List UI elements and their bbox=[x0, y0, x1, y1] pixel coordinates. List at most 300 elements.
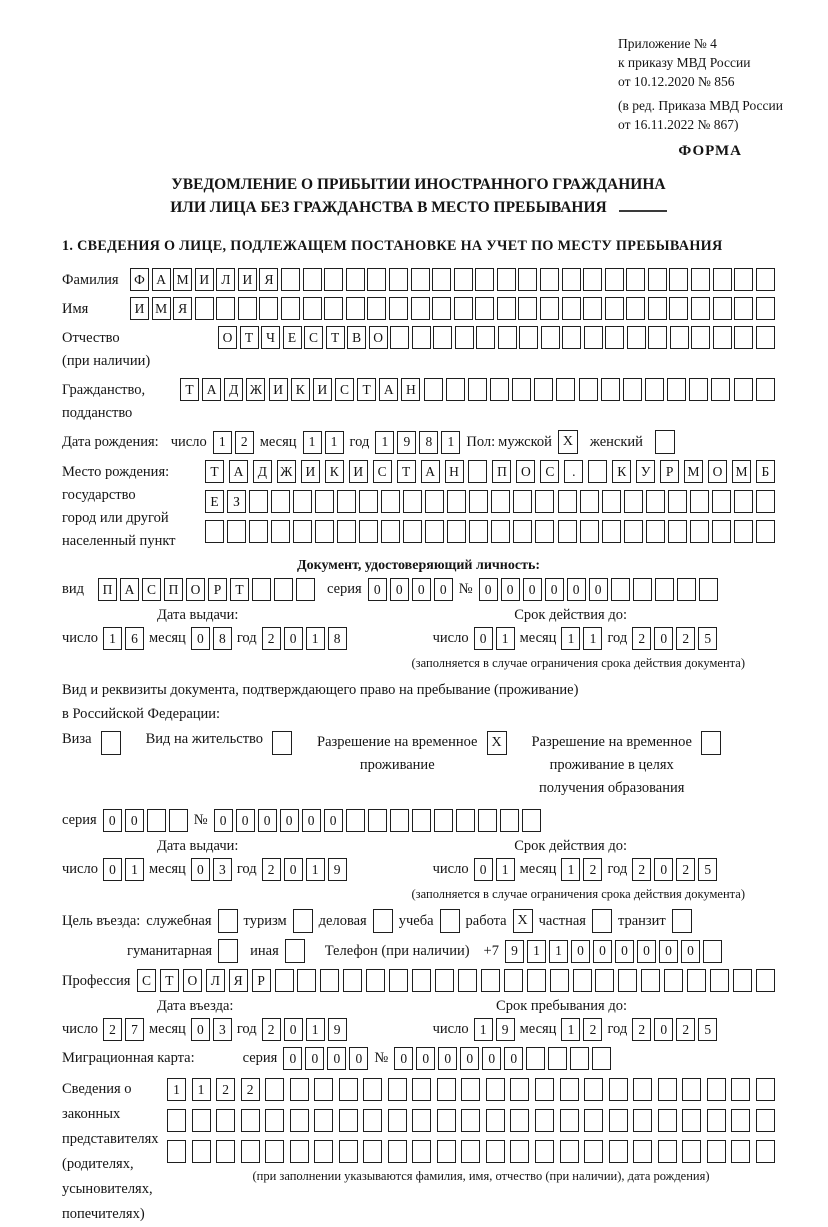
char-box[interactable]: 0 bbox=[368, 578, 387, 601]
char-box[interactable]: Т bbox=[180, 378, 199, 401]
char-box[interactable]: 0 bbox=[654, 858, 673, 881]
char-box[interactable] bbox=[611, 578, 630, 601]
char-box[interactable]: Н bbox=[445, 460, 464, 483]
char-box[interactable]: 0 bbox=[236, 809, 255, 832]
id-doc-valid-month-boxes[interactable] bbox=[561, 627, 602, 650]
char-box[interactable]: 1 bbox=[561, 1018, 580, 1041]
char-box[interactable] bbox=[655, 578, 674, 601]
birthplace-boxes-row2[interactable] bbox=[205, 490, 775, 513]
char-box[interactable] bbox=[682, 1140, 701, 1163]
char-box[interactable] bbox=[432, 268, 451, 291]
char-box[interactable] bbox=[668, 490, 687, 513]
char-box[interactable]: М bbox=[152, 297, 171, 320]
char-box[interactable]: 8 bbox=[419, 431, 438, 454]
char-box[interactable] bbox=[550, 969, 569, 992]
char-box[interactable] bbox=[518, 268, 537, 291]
char-box[interactable] bbox=[437, 1109, 456, 1132]
char-box[interactable] bbox=[601, 378, 620, 401]
char-box[interactable] bbox=[167, 1109, 186, 1132]
id-doc-issue-month-boxes[interactable] bbox=[191, 627, 232, 650]
char-box[interactable]: С bbox=[304, 326, 323, 349]
char-box[interactable] bbox=[437, 1078, 456, 1101]
char-box[interactable] bbox=[433, 326, 452, 349]
birthplace-boxes-row3[interactable] bbox=[205, 520, 775, 543]
purpose-other-checkbox[interactable] bbox=[285, 939, 305, 963]
char-box[interactable] bbox=[534, 378, 553, 401]
char-box[interactable]: П bbox=[492, 460, 511, 483]
char-box[interactable]: 1 bbox=[192, 1078, 211, 1101]
char-box[interactable]: О bbox=[708, 460, 727, 483]
char-box[interactable] bbox=[315, 490, 334, 513]
purpose-official-checkbox[interactable] bbox=[218, 909, 238, 933]
char-box[interactable]: 1 bbox=[213, 431, 232, 454]
char-box[interactable] bbox=[314, 1078, 333, 1101]
char-box[interactable]: 9 bbox=[328, 1018, 347, 1041]
char-box[interactable] bbox=[424, 378, 443, 401]
char-box[interactable] bbox=[540, 297, 559, 320]
char-box[interactable] bbox=[669, 297, 688, 320]
char-box[interactable]: 0 bbox=[284, 627, 303, 650]
char-box[interactable]: Р bbox=[252, 969, 271, 992]
char-box[interactable]: Д bbox=[224, 378, 243, 401]
char-box[interactable] bbox=[475, 297, 494, 320]
char-box[interactable]: 9 bbox=[505, 940, 524, 963]
char-box[interactable]: 1 bbox=[306, 858, 325, 881]
residence-permit-checkbox[interactable] bbox=[272, 731, 292, 755]
char-box[interactable] bbox=[435, 969, 454, 992]
char-box[interactable] bbox=[346, 297, 365, 320]
visa-checkbox[interactable] bbox=[101, 731, 121, 755]
char-box[interactable] bbox=[519, 326, 538, 349]
char-box[interactable]: 9 bbox=[496, 1018, 515, 1041]
citizenship-boxes[interactable] bbox=[180, 378, 775, 401]
char-box[interactable]: Л bbox=[206, 969, 225, 992]
char-box[interactable] bbox=[469, 520, 488, 543]
char-box[interactable] bbox=[734, 326, 753, 349]
char-box[interactable] bbox=[522, 809, 541, 832]
char-box[interactable]: 0 bbox=[416, 1047, 435, 1070]
char-box[interactable] bbox=[367, 268, 386, 291]
char-box[interactable]: 1 bbox=[167, 1078, 186, 1101]
char-box[interactable]: Ч bbox=[261, 326, 280, 349]
char-box[interactable] bbox=[434, 809, 453, 832]
char-box[interactable] bbox=[337, 490, 356, 513]
char-box[interactable]: 1 bbox=[496, 627, 515, 650]
char-box[interactable]: 0 bbox=[103, 858, 122, 881]
char-box[interactable] bbox=[513, 520, 532, 543]
char-box[interactable]: 0 bbox=[501, 578, 520, 601]
char-box[interactable]: 0 bbox=[659, 940, 678, 963]
char-box[interactable]: О bbox=[516, 460, 535, 483]
char-box[interactable] bbox=[324, 268, 343, 291]
char-box[interactable]: 2 bbox=[216, 1078, 235, 1101]
char-box[interactable]: 0 bbox=[191, 858, 210, 881]
char-box[interactable]: К bbox=[325, 460, 344, 483]
char-box[interactable] bbox=[633, 1078, 652, 1101]
education-residence-checkbox[interactable] bbox=[701, 731, 721, 755]
surname-boxes[interactable] bbox=[130, 268, 775, 291]
char-box[interactable] bbox=[343, 969, 362, 992]
char-box[interactable] bbox=[458, 969, 477, 992]
char-box[interactable]: И bbox=[130, 297, 149, 320]
char-box[interactable] bbox=[518, 297, 537, 320]
char-box[interactable] bbox=[412, 1109, 431, 1132]
char-box[interactable] bbox=[388, 1109, 407, 1132]
char-box[interactable] bbox=[756, 1140, 775, 1163]
char-box[interactable] bbox=[734, 490, 753, 513]
char-box[interactable]: 0 bbox=[474, 858, 493, 881]
char-box[interactable]: 0 bbox=[191, 1018, 210, 1041]
char-box[interactable]: 0 bbox=[567, 578, 586, 601]
char-box[interactable] bbox=[403, 520, 422, 543]
migration-card-number-boxes[interactable] bbox=[394, 1047, 611, 1070]
char-box[interactable] bbox=[241, 1140, 260, 1163]
char-box[interactable]: 9 bbox=[397, 431, 416, 454]
birthdate-day-boxes[interactable] bbox=[213, 431, 254, 454]
char-box[interactable] bbox=[381, 520, 400, 543]
char-box[interactable] bbox=[711, 378, 730, 401]
char-box[interactable] bbox=[605, 326, 624, 349]
char-box[interactable] bbox=[570, 1047, 589, 1070]
char-box[interactable]: С bbox=[373, 460, 392, 483]
char-box[interactable] bbox=[624, 490, 643, 513]
id-doc-valid-year-boxes[interactable] bbox=[632, 627, 717, 650]
char-box[interactable] bbox=[689, 378, 708, 401]
char-box[interactable]: 2 bbox=[676, 1018, 695, 1041]
char-box[interactable]: 5 bbox=[698, 1018, 717, 1041]
char-box[interactable] bbox=[658, 1140, 677, 1163]
char-box[interactable]: 0 bbox=[283, 1047, 302, 1070]
char-box[interactable] bbox=[677, 578, 696, 601]
char-box[interactable]: 0 bbox=[258, 809, 277, 832]
char-box[interactable] bbox=[646, 520, 665, 543]
char-box[interactable] bbox=[602, 490, 621, 513]
char-box[interactable]: 8 bbox=[328, 627, 347, 650]
char-box[interactable] bbox=[682, 1109, 701, 1132]
char-box[interactable] bbox=[734, 297, 753, 320]
char-box[interactable]: О bbox=[218, 326, 237, 349]
char-box[interactable]: 2 bbox=[103, 1018, 122, 1041]
char-box[interactable] bbox=[712, 490, 731, 513]
char-box[interactable]: И bbox=[195, 268, 214, 291]
char-box[interactable]: Р bbox=[660, 460, 679, 483]
char-box[interactable] bbox=[359, 490, 378, 513]
char-box[interactable]: Я bbox=[229, 969, 248, 992]
purpose-humanitarian-checkbox[interactable] bbox=[218, 939, 238, 963]
char-box[interactable]: 8 bbox=[213, 627, 232, 650]
char-box[interactable] bbox=[504, 969, 523, 992]
char-box[interactable] bbox=[626, 297, 645, 320]
char-box[interactable] bbox=[712, 520, 731, 543]
char-box[interactable] bbox=[437, 1140, 456, 1163]
representatives-boxes-row2[interactable] bbox=[167, 1109, 775, 1132]
char-box[interactable] bbox=[412, 969, 431, 992]
char-box[interactable] bbox=[389, 268, 408, 291]
char-box[interactable] bbox=[584, 1109, 603, 1132]
char-box[interactable] bbox=[558, 490, 577, 513]
char-box[interactable] bbox=[641, 969, 660, 992]
char-box[interactable] bbox=[481, 969, 500, 992]
char-box[interactable]: К bbox=[291, 378, 310, 401]
char-box[interactable] bbox=[252, 578, 271, 601]
char-box[interactable]: Т bbox=[230, 578, 249, 601]
char-box[interactable]: 0 bbox=[394, 1047, 413, 1070]
char-box[interactable] bbox=[192, 1109, 211, 1132]
char-box[interactable]: 0 bbox=[589, 578, 608, 601]
char-box[interactable]: 0 bbox=[681, 940, 700, 963]
char-box[interactable] bbox=[490, 378, 509, 401]
char-box[interactable] bbox=[249, 520, 268, 543]
char-box[interactable] bbox=[734, 378, 753, 401]
char-box[interactable] bbox=[513, 490, 532, 513]
char-box[interactable] bbox=[512, 378, 531, 401]
char-box[interactable]: 0 bbox=[504, 1047, 523, 1070]
char-box[interactable]: 1 bbox=[561, 858, 580, 881]
char-box[interactable] bbox=[584, 1140, 603, 1163]
id-doc-kind-boxes[interactable] bbox=[98, 578, 315, 601]
char-box[interactable]: Ж bbox=[277, 460, 296, 483]
char-box[interactable] bbox=[486, 1078, 505, 1101]
char-box[interactable]: 1 bbox=[527, 940, 546, 963]
char-box[interactable]: 0 bbox=[460, 1047, 479, 1070]
char-box[interactable]: А bbox=[229, 460, 248, 483]
char-box[interactable]: С bbox=[335, 378, 354, 401]
residence-doc-number-boxes[interactable] bbox=[214, 809, 541, 832]
char-box[interactable]: О bbox=[186, 578, 205, 601]
char-box[interactable] bbox=[363, 1078, 382, 1101]
char-box[interactable]: Д bbox=[253, 460, 272, 483]
char-box[interactable] bbox=[734, 520, 753, 543]
char-box[interactable] bbox=[707, 1109, 726, 1132]
char-box[interactable] bbox=[707, 1078, 726, 1101]
char-box[interactable] bbox=[670, 326, 689, 349]
char-box[interactable] bbox=[486, 1109, 505, 1132]
char-box[interactable] bbox=[296, 578, 315, 601]
char-box[interactable] bbox=[461, 1140, 480, 1163]
char-box[interactable] bbox=[605, 297, 624, 320]
char-box[interactable] bbox=[249, 490, 268, 513]
char-box[interactable] bbox=[562, 268, 581, 291]
char-box[interactable]: А bbox=[379, 378, 398, 401]
char-box[interactable] bbox=[699, 578, 718, 601]
char-box[interactable] bbox=[281, 268, 300, 291]
char-box[interactable] bbox=[535, 520, 554, 543]
char-box[interactable]: Н bbox=[401, 378, 420, 401]
char-box[interactable] bbox=[216, 297, 235, 320]
char-box[interactable] bbox=[633, 1140, 652, 1163]
char-box[interactable] bbox=[664, 969, 683, 992]
char-box[interactable] bbox=[339, 1078, 358, 1101]
char-box[interactable] bbox=[447, 490, 466, 513]
char-box[interactable] bbox=[756, 268, 775, 291]
char-box[interactable]: Т bbox=[326, 326, 345, 349]
char-box[interactable]: В bbox=[347, 326, 366, 349]
stay-until-year-boxes[interactable] bbox=[632, 1018, 717, 1041]
char-box[interactable]: 0 bbox=[438, 1047, 457, 1070]
char-box[interactable] bbox=[510, 1109, 529, 1132]
char-box[interactable]: . bbox=[564, 460, 583, 483]
char-box[interactable] bbox=[497, 297, 516, 320]
char-box[interactable] bbox=[241, 1109, 260, 1132]
char-box[interactable] bbox=[389, 297, 408, 320]
char-box[interactable]: 0 bbox=[103, 809, 122, 832]
purpose-study-checkbox[interactable] bbox=[440, 909, 460, 933]
representatives-boxes-row3[interactable] bbox=[167, 1140, 775, 1163]
char-box[interactable]: 0 bbox=[302, 809, 321, 832]
char-box[interactable] bbox=[535, 1140, 554, 1163]
char-box[interactable]: 1 bbox=[103, 627, 122, 650]
char-box[interactable]: 1 bbox=[441, 431, 460, 454]
char-box[interactable] bbox=[271, 490, 290, 513]
id-doc-valid-day-boxes[interactable] bbox=[474, 627, 515, 650]
char-box[interactable]: 0 bbox=[327, 1047, 346, 1070]
char-box[interactable] bbox=[756, 520, 775, 543]
residence-doc-valid-month-boxes[interactable] bbox=[561, 858, 602, 881]
char-box[interactable] bbox=[411, 297, 430, 320]
char-box[interactable] bbox=[454, 268, 473, 291]
char-box[interactable]: И bbox=[301, 460, 320, 483]
birthdate-month-boxes[interactable] bbox=[303, 431, 344, 454]
char-box[interactable] bbox=[216, 1140, 235, 1163]
char-box[interactable]: А bbox=[421, 460, 440, 483]
char-box[interactable] bbox=[238, 297, 257, 320]
char-box[interactable] bbox=[648, 268, 667, 291]
char-box[interactable]: 1 bbox=[125, 858, 144, 881]
char-box[interactable]: 0 bbox=[280, 809, 299, 832]
char-box[interactable]: 0 bbox=[349, 1047, 368, 1070]
char-box[interactable] bbox=[297, 969, 316, 992]
char-box[interactable] bbox=[609, 1078, 628, 1101]
char-box[interactable]: 1 bbox=[561, 627, 580, 650]
purpose-tourism-checkbox[interactable] bbox=[293, 909, 313, 933]
char-box[interactable] bbox=[346, 268, 365, 291]
char-box[interactable]: 0 bbox=[654, 1018, 673, 1041]
char-box[interactable]: 1 bbox=[306, 1018, 325, 1041]
char-box[interactable]: И bbox=[269, 378, 288, 401]
char-box[interactable] bbox=[447, 520, 466, 543]
char-box[interactable]: А bbox=[152, 268, 171, 291]
char-box[interactable]: 2 bbox=[632, 1018, 651, 1041]
char-box[interactable] bbox=[707, 1140, 726, 1163]
char-box[interactable] bbox=[580, 490, 599, 513]
char-box[interactable] bbox=[668, 520, 687, 543]
char-box[interactable] bbox=[469, 490, 488, 513]
char-box[interactable]: И bbox=[349, 460, 368, 483]
char-box[interactable] bbox=[192, 1140, 211, 1163]
char-box[interactable] bbox=[756, 490, 775, 513]
char-box[interactable]: Б bbox=[756, 460, 775, 483]
char-box[interactable] bbox=[271, 520, 290, 543]
char-box[interactable] bbox=[682, 1078, 701, 1101]
char-box[interactable] bbox=[558, 520, 577, 543]
residence-doc-series-boxes[interactable] bbox=[103, 809, 188, 832]
char-box[interactable] bbox=[475, 268, 494, 291]
char-box[interactable]: 1 bbox=[549, 940, 568, 963]
char-box[interactable]: 2 bbox=[262, 858, 281, 881]
char-box[interactable] bbox=[461, 1109, 480, 1132]
char-box[interactable]: 0 bbox=[523, 578, 542, 601]
char-box[interactable] bbox=[432, 297, 451, 320]
char-box[interactable]: Ф bbox=[130, 268, 149, 291]
char-box[interactable] bbox=[314, 1140, 333, 1163]
char-box[interactable] bbox=[446, 378, 465, 401]
purpose-work-checkbox[interactable]: X bbox=[513, 909, 533, 933]
char-box[interactable]: Р bbox=[208, 578, 227, 601]
char-box[interactable] bbox=[562, 297, 581, 320]
char-box[interactable] bbox=[731, 1109, 750, 1132]
char-box[interactable] bbox=[389, 969, 408, 992]
char-box[interactable]: О bbox=[183, 969, 202, 992]
char-box[interactable] bbox=[403, 490, 422, 513]
char-box[interactable]: 1 bbox=[306, 627, 325, 650]
char-box[interactable]: 0 bbox=[284, 1018, 303, 1041]
residence-doc-issue-day-boxes[interactable] bbox=[103, 858, 144, 881]
residence-doc-issue-month-boxes[interactable] bbox=[191, 858, 232, 881]
char-box[interactable]: П bbox=[164, 578, 183, 601]
entry-month-boxes[interactable] bbox=[191, 1018, 232, 1041]
char-box[interactable]: 1 bbox=[583, 627, 602, 650]
char-box[interactable] bbox=[756, 297, 775, 320]
char-box[interactable]: 0 bbox=[545, 578, 564, 601]
char-box[interactable] bbox=[756, 1109, 775, 1132]
char-box[interactable] bbox=[648, 297, 667, 320]
char-box[interactable] bbox=[381, 490, 400, 513]
char-box[interactable] bbox=[687, 969, 706, 992]
char-box[interactable] bbox=[584, 1078, 603, 1101]
char-box[interactable]: 2 bbox=[262, 1018, 281, 1041]
char-box[interactable]: У bbox=[636, 460, 655, 483]
id-doc-series-boxes[interactable] bbox=[368, 578, 453, 601]
char-box[interactable] bbox=[645, 378, 664, 401]
char-box[interactable] bbox=[293, 490, 312, 513]
char-box[interactable]: М bbox=[173, 268, 192, 291]
char-box[interactable] bbox=[588, 460, 607, 483]
char-box[interactable] bbox=[363, 1140, 382, 1163]
char-box[interactable] bbox=[691, 326, 710, 349]
char-box[interactable] bbox=[691, 268, 710, 291]
char-box[interactable]: 0 bbox=[474, 627, 493, 650]
char-box[interactable] bbox=[498, 326, 517, 349]
char-box[interactable]: С bbox=[137, 969, 156, 992]
char-box[interactable] bbox=[560, 1078, 579, 1101]
char-box[interactable] bbox=[412, 326, 431, 349]
char-box[interactable] bbox=[227, 520, 246, 543]
char-box[interactable] bbox=[560, 1109, 579, 1132]
char-box[interactable]: 0 bbox=[615, 940, 634, 963]
char-box[interactable] bbox=[303, 268, 322, 291]
birthdate-year-boxes[interactable] bbox=[375, 431, 460, 454]
char-box[interactable]: 2 bbox=[632, 627, 651, 650]
residence-doc-valid-year-boxes[interactable] bbox=[632, 858, 717, 881]
char-box[interactable]: Я bbox=[259, 268, 278, 291]
char-box[interactable]: 1 bbox=[375, 431, 394, 454]
char-box[interactable]: 2 bbox=[583, 1018, 602, 1041]
char-box[interactable] bbox=[556, 378, 575, 401]
purpose-private-checkbox[interactable] bbox=[592, 909, 612, 933]
residence-doc-valid-day-boxes[interactable] bbox=[474, 858, 515, 881]
char-box[interactable]: 0 bbox=[571, 940, 590, 963]
char-box[interactable] bbox=[605, 268, 624, 291]
char-box[interactable] bbox=[339, 1140, 358, 1163]
char-box[interactable] bbox=[710, 969, 729, 992]
char-box[interactable]: 3 bbox=[213, 858, 232, 881]
char-box[interactable] bbox=[497, 268, 516, 291]
char-box[interactable]: М bbox=[732, 460, 751, 483]
char-box[interactable]: 1 bbox=[474, 1018, 493, 1041]
char-box[interactable] bbox=[363, 1109, 382, 1132]
char-box[interactable] bbox=[346, 809, 365, 832]
char-box[interactable] bbox=[290, 1140, 309, 1163]
